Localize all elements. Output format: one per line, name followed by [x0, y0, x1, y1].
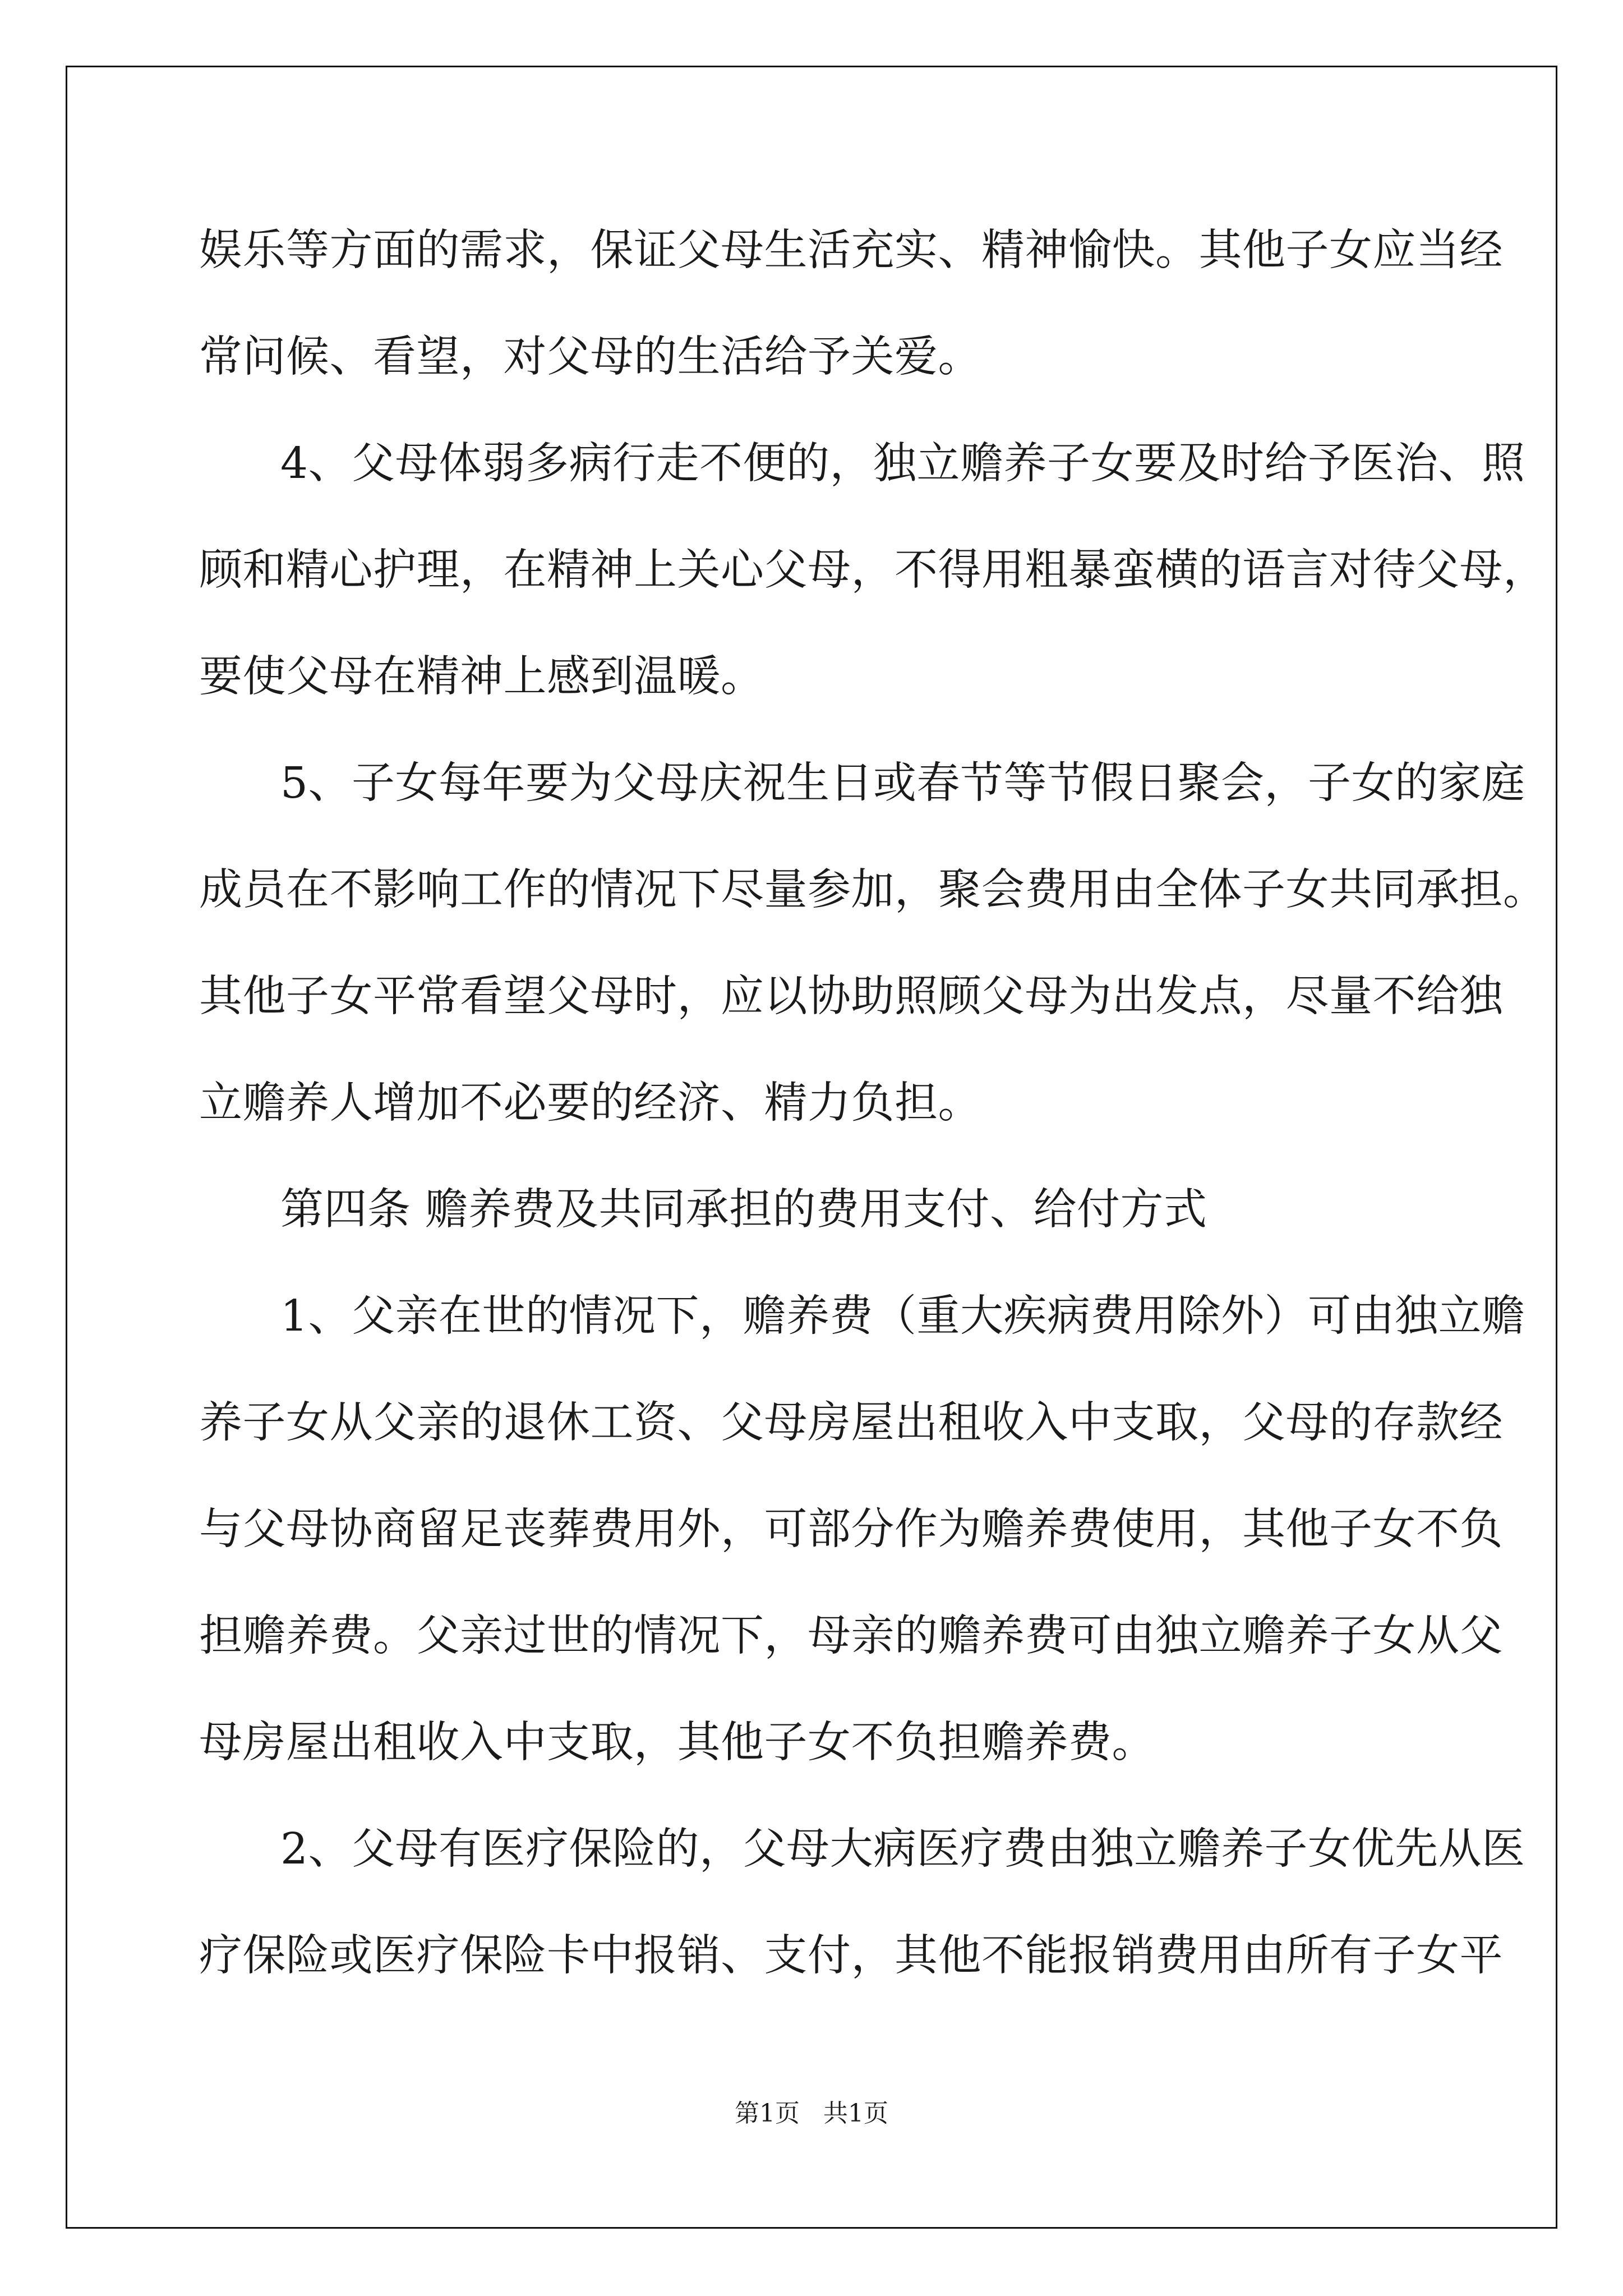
paragraph-line: 常问候、看望，对父母的生活给予关爱。 — [199, 332, 981, 382]
paragraph-line: 立赡养人增加不必要的经济、精力负担。 — [199, 1078, 981, 1128]
paragraph-line: 其他子女平常看望父母时，应以协助照顾父母为出发点，尽量不给独 — [199, 972, 1503, 1022]
paragraph-line: 娱乐等方面的需求，保证父母生活充实、精神愉快。其他子女应当经 — [199, 226, 1503, 275]
paragraph-line: 与父母协商留足丧葬费用外，可部分作为赡养费使用，其他子女不负 — [199, 1504, 1503, 1554]
paragraph-line: 母房屋出租收入中支取，其他子女不负担赡养费。 — [199, 1718, 1155, 1768]
paragraph-line: 2、父母有医疗保险的，父母大病医疗费由独立赡养子女优先从医 — [280, 1824, 1525, 1874]
paragraph-line: 成员在不影响工作的情况下尽量参加，聚会费用由全体子女共同承担。 — [199, 865, 1547, 915]
paragraph-line: 养子女从父亲的退休工资、父母房屋出租收入中支取，父母的存款经 — [199, 1398, 1503, 1448]
paragraph-line: 4、父母体弱多病行走不便的，独立赡养子女要及时给予医治、照 — [280, 439, 1525, 489]
paragraph-line: 要使父母在精神上感到温暖。 — [199, 652, 764, 702]
paragraph-line: 顾和精心护理，在精神上关心父母，不得用粗暴蛮横的语言对待父母， — [199, 545, 1547, 595]
paragraph-line: 担赡养费。父亲过世的情况下，母亲的赡养费可由独立赡养子女从父 — [199, 1611, 1503, 1661]
paragraph-line: 疗保险或医疗保险卡中报销、支付，其他不能报销费用由所有子女平 — [199, 1931, 1503, 1981]
paragraph-line: 1、父亲在世的情况下，赡养费（重大疾病费用除外）可由独立赡 — [280, 1291, 1525, 1341]
page-number-footer: 第1页 共1页 — [735, 2099, 888, 2128]
paragraph-line: 5、子女每年要为父母庆祝生日或春节等节假日聚会，子女的家庭 — [280, 758, 1525, 808]
page-border — [66, 66, 1557, 2229]
section-heading: 第四条 赡养费及共同承担的费用支付、给付方式 — [280, 1185, 1207, 1235]
